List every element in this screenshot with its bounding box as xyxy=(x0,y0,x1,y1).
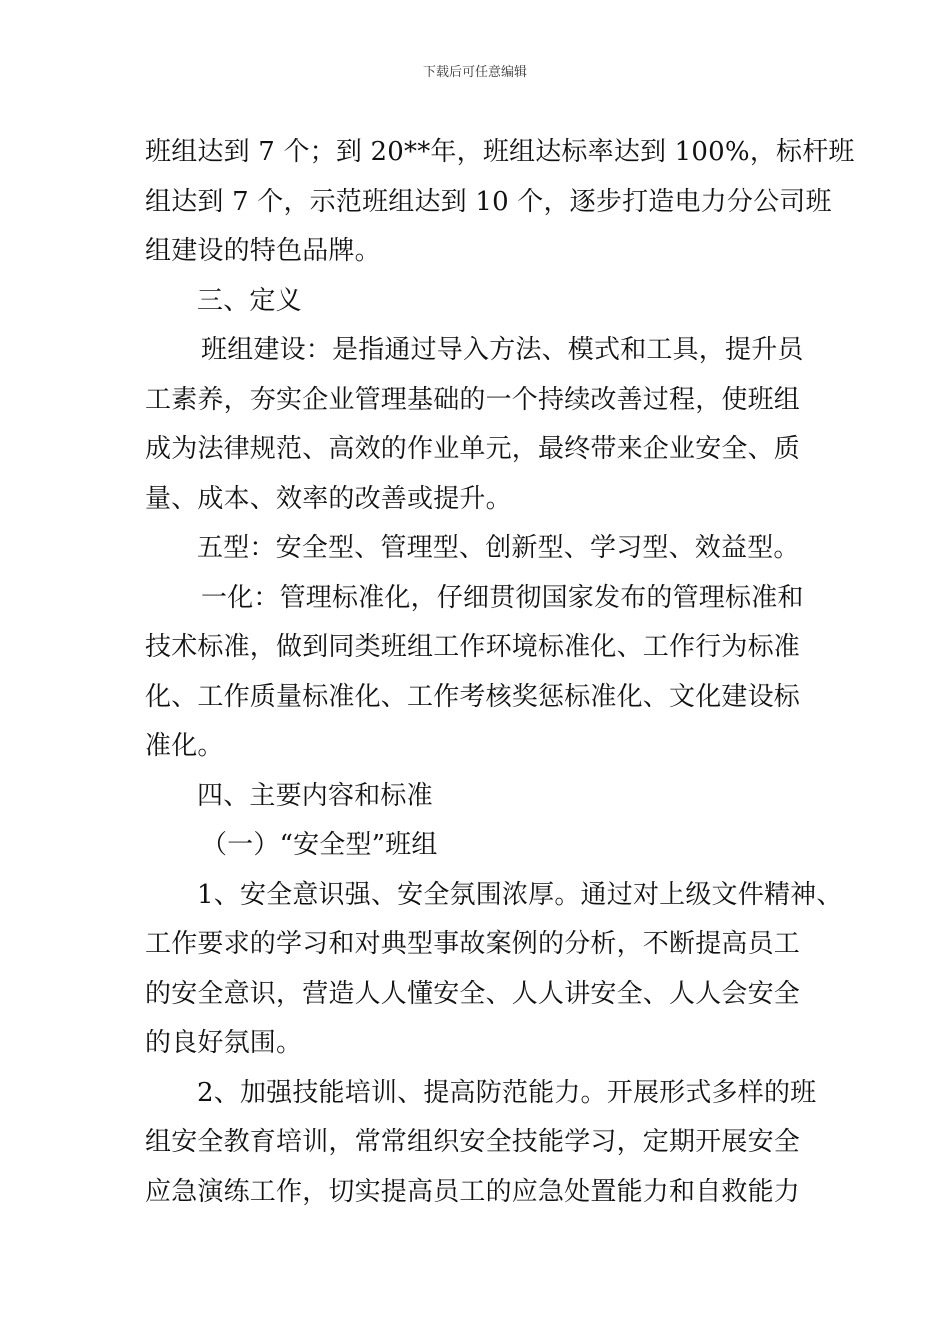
line-text: 班组建设：是指通过导入方法、模式和工具，提升员 xyxy=(201,335,804,365)
line-text: 五型：安全型、管理型、创新型、学习型、效益型。 xyxy=(197,533,800,563)
text-line xyxy=(145,425,825,475)
text-line xyxy=(145,227,825,277)
text-line xyxy=(145,574,825,624)
line-text: 组安全教育培训，常常组织安全技能学习，定期开展安全 xyxy=(145,1127,801,1157)
text-line xyxy=(145,178,832,228)
text-line xyxy=(145,326,825,376)
section-heading xyxy=(145,772,825,822)
text-line xyxy=(145,673,825,723)
text-line xyxy=(145,1019,825,1069)
text-line xyxy=(145,722,825,772)
text-line xyxy=(145,128,855,178)
line-text: 的安全意识，营造人人懂安全、人人讲安全、人人会安全 xyxy=(145,978,801,1009)
text-line xyxy=(145,871,843,921)
line-text: 2、加强技能培训、提高防范能力。开展形式多样的班 xyxy=(197,1077,817,1108)
text-line xyxy=(145,623,825,673)
line-text: 1、安全意识强、安全氛围浓厚。通过对上级文件精神、 xyxy=(197,879,843,910)
line-text: （一）“安全型”班组 xyxy=(201,830,438,860)
line-text: 班组达到 7 个；到 20**年，班组达标率达到 100%，标杆班 xyxy=(145,137,855,167)
text-line xyxy=(145,475,825,525)
line-text: 一化：管理标准化，仔细贯彻国家发布的管理标准和 xyxy=(201,582,804,613)
text-line xyxy=(145,1118,825,1168)
line-text: 应急演练工作，切实提高员工的应急处置能力和自救能力 xyxy=(145,1176,801,1207)
text-line xyxy=(145,1069,825,1119)
line-text: 量、成本、效率的改善或提升。 xyxy=(145,483,512,514)
line-text: 成为法律规范、高效的作业单元，最终带来企业安全、质 xyxy=(145,434,801,464)
section-heading xyxy=(145,277,825,327)
line-text: 工作要求的学习和对典型事故案例的分析，不断提高员工 xyxy=(145,929,801,959)
line-text: 的良好氛围。 xyxy=(145,1028,303,1058)
text-line xyxy=(145,1168,825,1218)
line-text: 三、定义 xyxy=(197,285,302,316)
text-line xyxy=(145,524,825,574)
line-text: 化、工作质量标准化、工作考核奖惩标准化、文化建设标 xyxy=(145,681,801,712)
line-text: 技术标准，做到同类班组工作环境标准化、工作行为标准 xyxy=(145,632,801,662)
text-line xyxy=(145,376,825,426)
document-body xyxy=(145,128,855,1217)
text-line xyxy=(145,970,825,1020)
text-line xyxy=(145,920,825,970)
line-text: 准化。 xyxy=(145,731,224,761)
subsection-heading xyxy=(145,821,825,871)
line-text: 工素养，夯实企业管理基础的一个持续改善过程，使班组 xyxy=(145,384,801,415)
line-text: 四、主要内容和标准 xyxy=(197,780,433,811)
line-text: 组建设的特色品牌。 xyxy=(145,236,381,266)
page-header-note: 下载后可任意编辑 xyxy=(422,65,527,80)
line-text: 组达到 7 个，示范班组达到 10 个，逐步打造电力分公司班 xyxy=(145,186,832,217)
